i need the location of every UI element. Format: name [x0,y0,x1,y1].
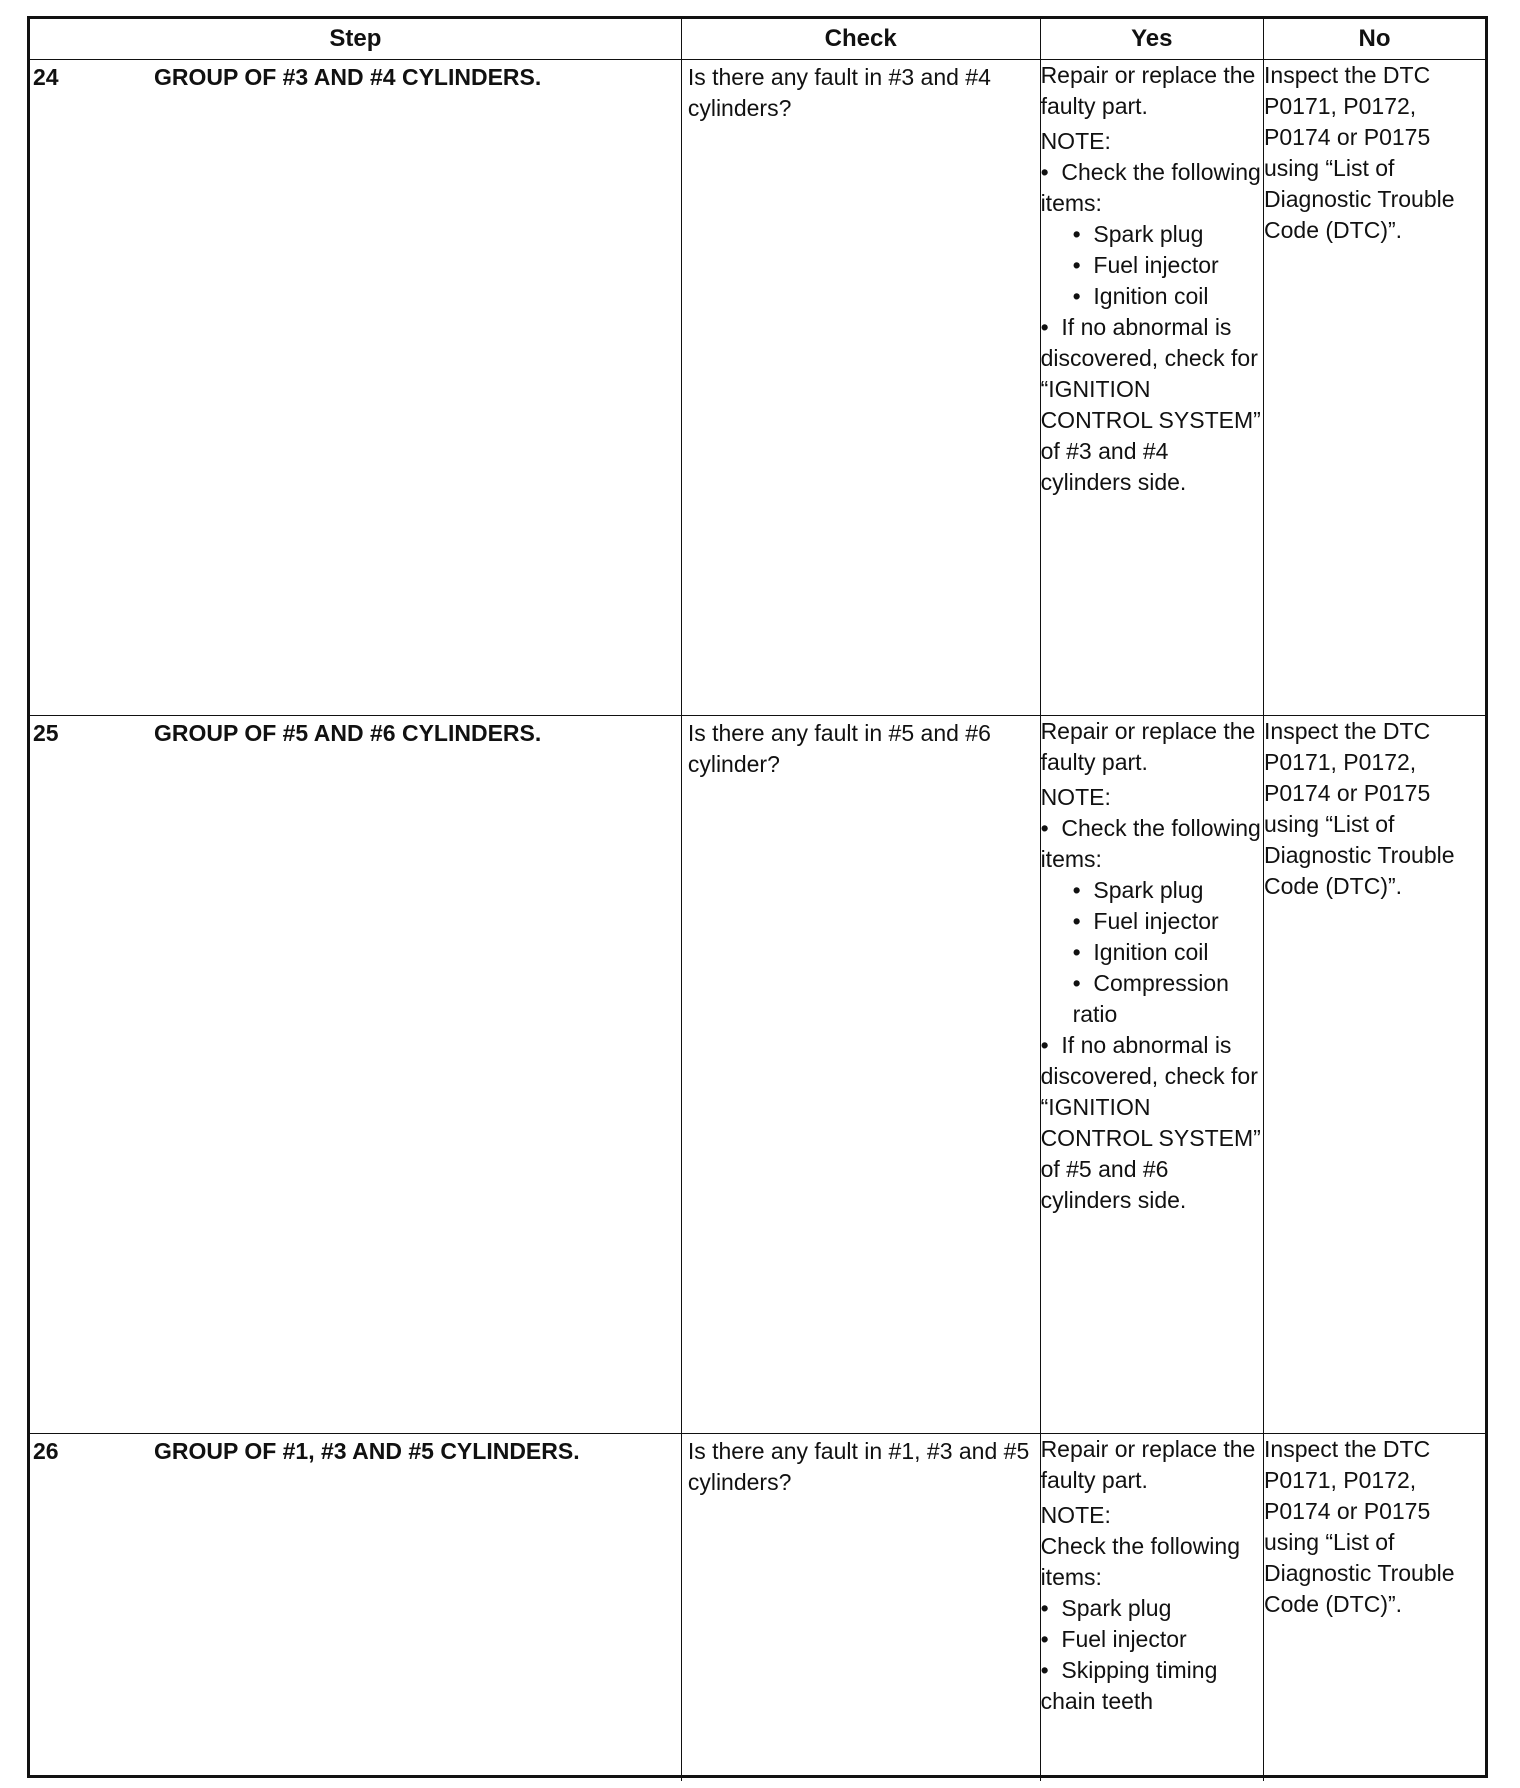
note-item: • Compression ratio [1041,968,1263,1030]
step-number: 25 [33,720,59,746]
check-cell [681,60,1040,716]
no-text: Inspect the DTC P0171, P0172, P0174 or P0175 using “List of Diagnostic Trouble Code (DTC)”. [1264,62,1455,243]
note-item: • Ignition coil [1041,937,1263,968]
step-number: 24 [33,64,59,90]
check-cell [681,716,1040,1434]
no-cell [1264,1434,1485,1781]
check-text: Is there any fault in #3 and #4 cylinders? [687,64,991,121]
table-row [30,716,1485,1434]
table-row [30,60,1485,716]
step-title: GROUP OF #1, #3 AND #5 CYLINDERS. [154,1438,580,1464]
note-item: • Fuel injector [1041,250,1263,281]
note-label: NOTE: [1040,1502,1111,1528]
note-followup: • If no abnormal is discovered, check for “IGNITION CONTROL SYSTEM” of #5 and #6 cylinders side. [1041,1030,1263,1216]
note-followup: • If no abnormal is discovered, check for “IGNITION CONTROL SYSTEM” of #3 and #4 cylinders side. [1041,312,1263,498]
step-number: 26 [33,1438,59,1464]
yes-main-text: Repair or replace the faulty part. [1040,718,1256,775]
table-row [30,1434,1485,1781]
note-label: NOTE: [1040,128,1111,154]
header-yes: Yes [1040,19,1263,60]
diagnostic-table [30,19,1485,1781]
step-cell [30,716,681,1434]
yes-cell [1040,60,1263,716]
header-check: Check [681,19,1040,60]
yes-cell [1040,1434,1263,1781]
note-item: • Skipping timing chain teeth [1041,1655,1263,1717]
header-step: Step [30,19,681,60]
diagnostic-table-page [27,16,1488,1778]
yes-cell [1040,716,1263,1434]
step-title: GROUP OF #3 AND #4 CYLINDERS. [154,64,542,90]
step-cell [30,60,681,716]
check-text: Is there any fault in #5 and #6 cylinder? [687,720,991,777]
note-check-intro: • Check the following items: [1041,157,1263,219]
step-title: GROUP OF #5 AND #6 CYLINDERS. [154,720,542,746]
note-item: • Fuel injector [1041,906,1263,937]
no-cell [1264,60,1485,716]
yes-main-text: Repair or replace the faulty part. [1040,1436,1256,1493]
note-item: • Spark plug [1041,875,1263,906]
note-check-intro: • Check the following items: [1041,813,1263,875]
note-check-intro: Check the following items: [1040,1533,1241,1590]
check-text: Is there any fault in #1, #3 and #5 cylinders? [687,1438,1030,1495]
no-cell [1264,716,1485,1434]
table-header-row [30,19,1485,60]
note-item: • Spark plug [1041,1593,1263,1624]
yes-main-text: Repair or replace the faulty part. [1040,62,1256,119]
check-cell [681,1434,1040,1781]
note-item: • Ignition coil [1041,281,1263,312]
note-item: • Spark plug [1041,219,1263,250]
note-label: NOTE: [1040,784,1111,810]
no-text: Inspect the DTC P0171, P0172, P0174 or P0175 using “List of Diagnostic Trouble Code (DTC)”. [1264,1436,1455,1617]
step-cell [30,1434,681,1781]
header-no: No [1264,19,1485,60]
note-item: • Fuel injector [1041,1624,1263,1655]
no-text: Inspect the DTC P0171, P0172, P0174 or P0175 using “List of Diagnostic Trouble Code (DTC)”. [1264,718,1455,899]
